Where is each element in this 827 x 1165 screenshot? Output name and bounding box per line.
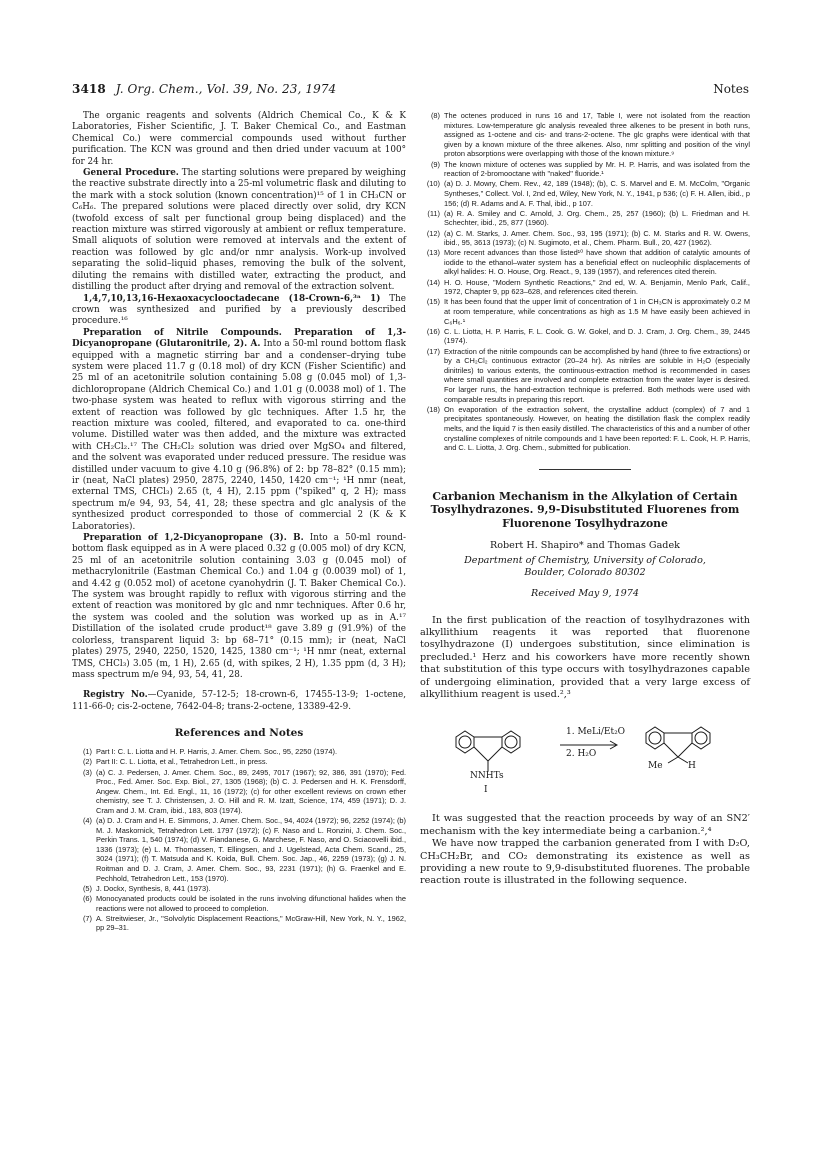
reference-text: The known mixture of octenes was supplied by Mr. H. P. Harris, and was isolated from the reaction of 2-bromooctane with "naked" fluoride.¹ [444,159,750,179]
reference-item [72,757,406,767]
experimental-paragraph [72,168,406,293]
reference-number: (7) [82,913,92,923]
reference-number: (8) [430,111,440,120]
paragraph-text: The starting solutions were prepared by weighing the reactive substrate directly into a 25-ml volumetric flask and diluting to the mark with a stock solution (known concentration)¹⁵ of 1 in CH₃CN or C₆H₆. The prepared solutions were placed directly over solid, dry KCN (twofold excess of salt per functional group being displaced) and the reaction mixture was stirred vigorously at ambient or reflux temperature. Small aliquots of solution were removed at intervals and the extent of reaction was followed by glc and/or nmr analysis. Work-up involved separating the solid–liquid phases, removing the bulk of the solvent, diluting the remains with distilled water, extracting the product, and distilling the product after drying and removal of the extraction solvent. [72,168,406,293]
received-date: Received May 9, 1974 [531,587,639,599]
journal-citation: J. Org. Chem., Vol. 39, No. 23, 1974 [115,82,337,96]
reference-text: J. Dockx, Synthesis, 8, 441 (1973). [96,883,211,893]
reference-text: The octenes produced in runs 16 and 17, Table I, were not isolated from the reaction mixtures. Low-temperature glc analysis revealed three alkenes to be present in both runs, assigned as 1-octene and cis- and trans-2-octene. The glc graphs were identical with that given by a known mixture of the three alkenes. Also, nmr splitting and position of the vinyl proton absorptions were overlapping with those of the known mixture.⁹ [444,111,750,159]
reference-text: Extraction of the nitrile compounds can be accomplished by hand (three to five extractions) or by a CH₂Cl₂ continuous extractor (20–24 hr). As nitriles are soluble in H₂O (especially dinitriles) to various extents, the continuous-extraction method is recommended in cases where small quantities are involved and complete extraction from the water layer is desired. For larger runs, the hand-extraction technique is preferred. Both methods were used with comparable results in preparing this report. [444,346,750,404]
product-methyl: Me [648,761,663,772]
references-list-left [72,747,406,933]
reference-item [72,747,406,757]
reactant-substituent: NNHTs [470,771,504,782]
reference-number: (14) [426,277,440,287]
reference-number: (17) [426,346,440,356]
reference-item [420,248,750,277]
reference-text: (a) R. A. Smiley and C. Arnold, J. Org. Chem., 25, 257 (1960); (b) L. Friedman and H. Schechter, ibid., 25, 877 (1960). [444,208,750,228]
reference-item [420,278,750,297]
reference-item [72,884,406,894]
reference-number: (13) [426,248,440,258]
reference-number: (15) [426,297,440,307]
reference-number: (3) [82,767,92,777]
paragraph-run-in-head: 1,4,7,10,13,16-Hexaoxacyclooctadecane (18-Crown-6,³ᵃ 1) [83,293,381,304]
reagent-step-1: 1. MeLi/Et₂O [566,727,626,738]
reference-text: H. O. House, "Modern Synthetic Reactions," 2nd ed, W. A. Benjamin, Menlo Park, Calif., 1972, Chapter 9, pp 623–628, and references cited therein. [444,277,750,297]
reaction-scheme [420,707,750,803]
paragraph-run-in-head: General Procedure. [83,168,179,179]
registry-lead: Registry No. [83,690,148,701]
reference-item [420,327,750,346]
reference-number: (6) [82,894,92,903]
reference-number: (9) [430,159,440,169]
registry-numbers [72,690,406,713]
article-paragraph-2: It was suggested that the reaction proceeds by way of an SN2′ mechanism with the key intermediate being a carbanion.²,⁴ [420,813,750,837]
reference-item [420,347,750,405]
reference-item [420,179,750,208]
reference-text: Part I: C. L. Liotta and H. P. Harris, J. Amer. Chem. Soc., 95, 2250 (1974). [96,747,337,757]
reference-item [72,914,406,933]
article-authors: Robert H. Shapiro* and Thomas Gadek [490,539,680,551]
reference-item [420,160,750,179]
article-paragraph-3: We have now trapped the carbanion generated from I with D₂O, CH₃CH₂Br, and CO₂ demonstrating its existence as well as providing a new route to 9,9-disubstituted fluorenes. The probable reaction route is illustrated in the following sequence. [420,838,750,887]
section-divider [539,469,631,470]
experimental-paragraph [72,533,406,681]
experimental-section [72,111,406,681]
reference-text: Part II: C. L. Liotta, et al., Tetrahedron Lett., in press. [96,757,268,767]
article-title: Carbanion Mechanism in the Alkylation of Certain Tosylhydrazones. 9,9-Disubstituted Fluorenes from Fluorenone Tosylhydrazone [430,489,740,530]
experimental-paragraph [72,111,406,168]
reference-item [420,405,750,453]
experimental-paragraph [72,294,406,328]
reference-number: (18) [426,404,440,414]
reference-number: (12) [426,228,440,238]
reference-text: (a) D. J. Mowry, Chem. Rev., 42, 189 (1948); (b), C. S. Marvel and E. M. McColm, "Organic Syntheses," Collect. Vol. I, 2nd ed, Wiley, New York, N. Y., 1941, p 536; (c) F. H. Allen, ibid., p 156; (d) R. Adams and A. F. Thal, ibid., p 107. [444,179,750,208]
article-paragraph-1: In the first publication of the reaction of tosylhydrazones with alkyllithium reagents it was reported that fluorenone tosylhydrazone (I) undergoes substitution, since elimination is precluded.¹ Herz and his coworkers have more recently shown that substitution of this type occurs with tosylhydrazones capable of undergoing elimination, provided that a very large excess of alkyllithium reagent is used.²,³ [420,614,750,700]
reference-item [72,816,406,883]
reference-text: More recent advances than those listed¹⁰ have shown that addition of catalytic amounts of iodide to the ethanol–water system has a beneficial effect on nucleophilic displacements of alkyl halides: H. O. House, Org. React., 9, 139 (1957), and references cited therein. [444,248,750,277]
running-header [72,82,336,96]
reference-text: It has been found that the upper limit of concentration of 1 in CH₃CN is approximately 0.2 M at room temperature, while concentrations as high as 1.5 M have easily been achieved in C₆H₆.¹ [444,297,750,326]
reference-item [420,229,750,248]
reference-item [420,111,750,159]
section-label: Notes [713,82,749,96]
references-title: References and Notes [174,727,304,740]
references-list-right [420,111,750,453]
reference-text: A. Streitwieser, Jr., "Solvolytic Displacement Reactions," McGraw-Hill, New York, N. Y., 1962, pp 29–31. [96,913,406,933]
reference-text: Monocyanated products could be isolated in the runs involving difunctional halides when the reactions were not allowed to proceed to completion. [96,894,406,913]
reference-number: (16) [426,326,440,336]
reference-text: (a) C. J. Pedersen, J. Amer. Chem. Soc., 89, 2495, 7017 (1967); 92, 386, 391 (1970); Fed. Proc., Fed. Amer. Soc. Exp. Biol., 27, 1305 (1968); (b) C. J. Pedersen and H. K. Frensdorff, Angew. Chem., Int. Ed. Engl., 11, 16 (1972); (c) for other excellent reviews on crown ether chemistry, see T. J. Christensen, J. O. Hill and R. M. Izatt, Science, 174, 459 (1971); D. J. Cram and J. M. Cram, ibid., 183, 803 (1974). [96,767,406,815]
reference-number: (11) [427,208,440,218]
reagent-step-2: 2. H₂O [566,749,597,760]
reference-number: (1) [82,747,92,757]
affiliation-line-2: Boulder, Colorado 80302 [524,566,646,578]
reference-text: (a) D. J. Cram and H. E. Simmons, J. Amer. Chem. Soc., 94, 4024 (1972); 96, 2252 (1974); (b) M. J. Maskornick, Tetrahedron Lett. 1797 (1972); (c) F. Naso and L. Ronzini, J. Chem. Soc., Perkin Trans. 1, 540 (1974); (d) V. Fiandanese, G. Marchese, F. Naso, and O. Sciacovelli ibid., 1336 (1973); (e) L. M. Thomassen, T. Ellingsen, and J. Ugelstead, Acta Chem. Scand., 25, 3024 (1971); (f) T. Matsuda and K. Koida, Bull. Chem. Soc. Jap., 46, 2259 (1973); (g) J. N. Roitman and D. J. Cram, J. Amer. Chem. Soc., 93, 2231 (1971); (h) G. Fraenkel and E. Pechhold, Tetrahedron Lett., 153 (1970). [96,816,406,883]
paragraph-text: The organic reagents and solvents (Aldrich Chemical Co., K & K Laboratories, Fisher Scientific, J. T. Baker Chemical Co., and Eastman Chemical Co.) were commercial compounds used without further purification. The KCN was ground and then dried under vacuum at 100° for 24 hr. [72,111,406,167]
reference-text: (a) C. M. Starks, J. Amer. Chem. Soc., 93, 195 (1971); (b) C. M. Starks and R. W. Owens, ibid., 95, 3613 (1973); (c) N. Sugimoto, et al., Chem. Pharm. Bull., 20, 427 (1962). [444,228,750,248]
reference-text: C. L. Liotta, H. P. Harris, F. L. Cook. G. W. Gokel, and D. J. Cram, J. Org. Chem., 39, 2445 (1974). [444,326,750,346]
reference-item [420,297,750,326]
product-hydrogen: H [688,761,696,772]
paragraph-run-in-head: Preparation of Nitrile Compounds. Preparation of 1,3-Dicyanopropane (Glutaronitrile, 2). A. [72,327,406,350]
paragraph-text: Into a 50-ml round-bottom flask equipped as in A were placed 0.32 g (0.005 mol) of dry KCN, 25 ml of an acetonitrile solution containing 3.03 g (0.045 mol) of methacrylonitrile (Eastman Chemical Co.) and 1.04 g (0.0039 mol) of 1, and 4.42 g (0.052 mol) of acetone cyanohydrin (J. T. Baker Chemical Co.). The system was brought rapidly to reflux with vigorous stirring and the extent of reaction was monitored by glc and nmr techniques. After 0.6 hr, the system was cooled and the solution was worked up as in A.¹⁷ Distillation of the isolated crude product¹⁸ gave 3.89 g (91.9%) of the colorless, transparent liquid 3: bp 68–71° (0.15 mm); ir (neat, NaCl plates) 2975, 2940, 2250, 1520, 1425, 1380 cm⁻¹; ¹H nmr (neat, external TMS, CHCl₃) 3.05 (m, 1 H), 2.65 (d, with spikes, 2 H), 1.35 ppm (d, 3 H); mass spectrum m/e 94, 93, 54, 41, 28. [72,533,406,680]
reference-item [420,209,750,228]
right-column [420,111,750,888]
affiliation-line-1: Department of Chemistry, University of Colorado, [464,554,706,566]
reference-item [72,894,406,913]
reference-number: (5) [82,883,92,893]
reference-number: (10) [426,179,440,189]
experimental-paragraph [72,328,406,533]
compound-label: I [484,785,488,796]
left-column [72,111,406,934]
paragraph-text: The crown was synthesized and purified by a previously described procedure.¹⁶ [72,293,406,327]
paragraph-run-in-head: Preparation of 1,2-Dicyanopropane (3). B. [83,533,304,544]
page-header [72,82,749,98]
registry-text: —Cyanide, 57-12-5; 18-crown-6, 17455-13-9; 1-octene, 111-66-0; cis-2-octene, 7642-04-8; trans-2-octene, 13389-42-9. [72,690,406,712]
page-number: 3418 [72,82,106,96]
reference-number: (4) [82,816,92,826]
reference-text: On evaporation of the extraction solvent, the crystalline adduct (complex) of 7 and 1 precipitates spontaneously. However, on heating the distillation flask the complex readily melts, and the liquid 7 is then easily distilled. The characteristics of this and a number of other crystalline complexes of nitrile compounds and 1 have been reported: F. L. Cook, H. P. Harris, and C. L. Liotta, J. Org. Chem., submitted for publication. [444,404,750,453]
reference-number: (2) [82,757,92,767]
paragraph-text: Into a 50-ml round bottom flask equipped with a magnetic stirring bar and a condenser–drying tube system were placed 11.7 g (0.18 mol) of dry KCN (Fisher Scientific) and 25 ml of an acetonitrile solution containing 5.08 g (0.045 mol) of 1,3-dichloropropane (Aldrich Chemical Co.) and 1.01 g (0.0038 mol) of 1. The two-phase system was heated to reflux with vigorous stirring and the extent of reaction was followed by glc techniques. After 1.5 hr, the reaction mixture was cooled, filtered, and evaporated to ca. one-third volume. Distilled water was then added, and the mixture was extracted with CH₂Cl₂.¹⁷ The CH₂Cl₂ solution was dried over MgSO₄ and filtered, and the solvent was evaporated under reduced pressure. The residue was distilled under vacuum to give 4.10 g (96.8%) of 2: bp 78–82° (0.15 mm); ir (neat, NaCl plates) 2950, 2875, 2240, 1450, 1420 cm⁻¹; ¹H nmr (neat, external TMS, CHCl₃) 2.65 (t, 4 H), 2.15 ppm ("spiked" q, 2 H); mass spectrum m/e 94, 93, 54, 41, 28; these spectra and glc analysis of the synthesized product corresponded to those of commercial 2 (K & K Laboratories). [72,339,406,532]
reference-item [72,768,406,816]
